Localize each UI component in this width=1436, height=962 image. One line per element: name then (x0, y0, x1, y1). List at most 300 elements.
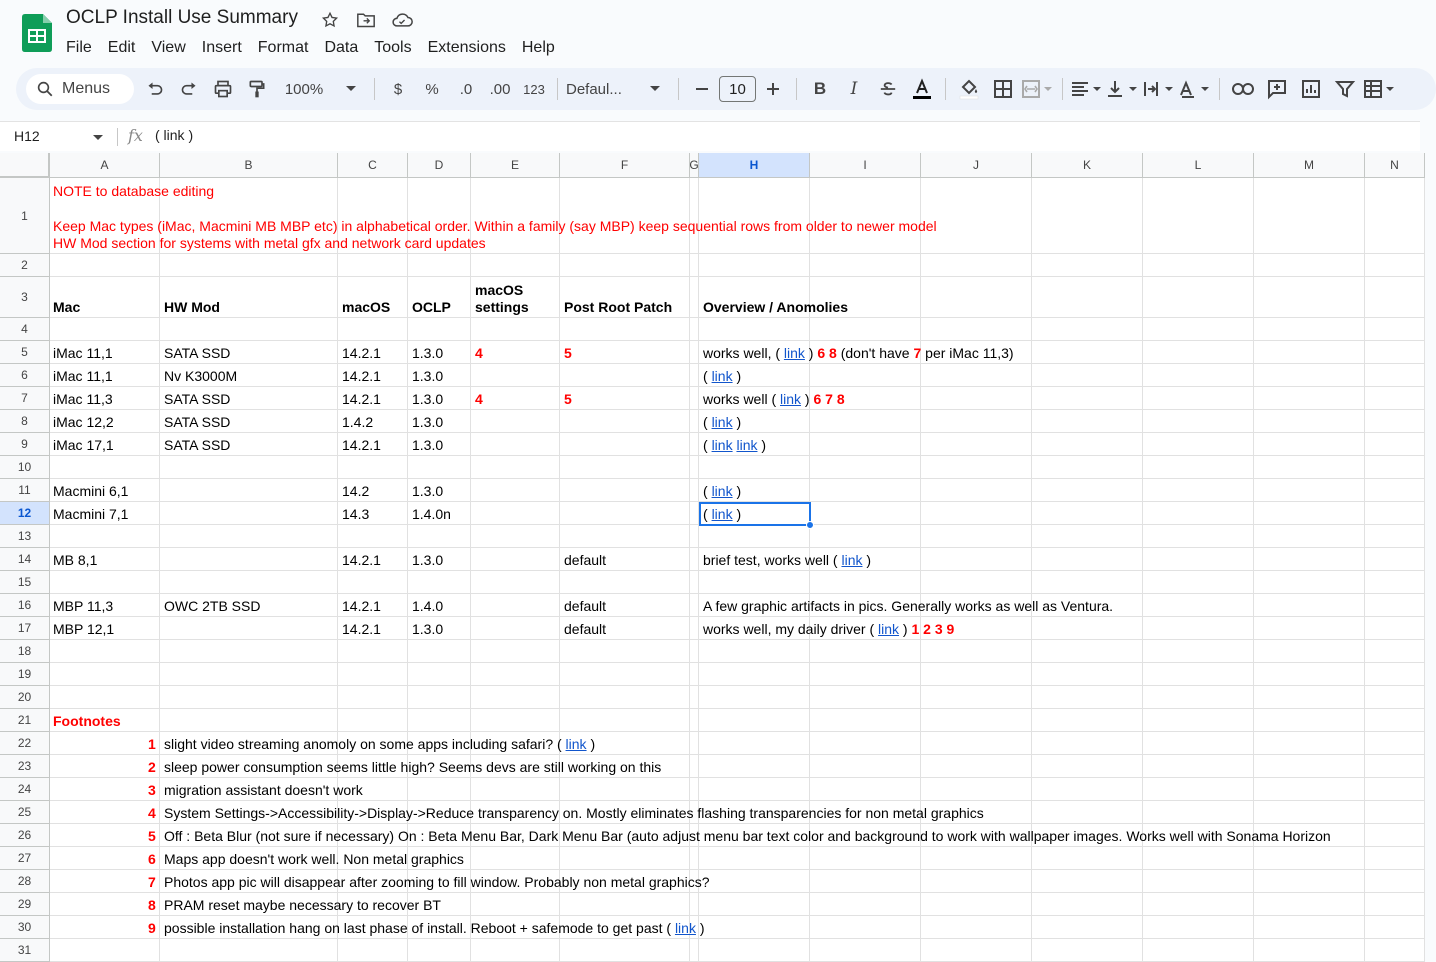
cell-h1[interactable] (699, 178, 810, 254)
cell-f21[interactable] (560, 709, 690, 732)
cell-j10[interactable] (921, 456, 1032, 479)
cell-b31[interactable] (160, 939, 338, 962)
cell-j12[interactable] (921, 502, 1032, 525)
row-header-3[interactable]: 3 (0, 277, 50, 318)
cell-a10[interactable] (50, 456, 160, 479)
cell-j23[interactable] (921, 755, 1032, 778)
cell-j24[interactable] (921, 778, 1032, 801)
cell-n21[interactable] (1365, 709, 1425, 732)
cell-b17[interactable] (160, 617, 338, 640)
increase-decimal-button[interactable] (485, 74, 515, 104)
cell-f24[interactable] (560, 778, 690, 801)
r14-link[interactable]: link (841, 552, 863, 568)
cell-a30[interactable] (50, 916, 160, 939)
cell-j6[interactable] (921, 364, 1032, 387)
cell-l22[interactable] (1143, 732, 1254, 755)
cell-n15[interactable] (1365, 571, 1425, 594)
cell-i12[interactable] (810, 502, 921, 525)
row-header-10[interactable]: 10 (0, 456, 50, 479)
cell-m15[interactable] (1254, 571, 1365, 594)
row-header-15[interactable]: 15 (0, 571, 50, 594)
row-header-30[interactable]: 30 (0, 916, 50, 939)
cell-k2[interactable] (1032, 254, 1143, 277)
row-header-18[interactable]: 18 (0, 640, 50, 663)
cell-g3[interactable] (690, 277, 699, 318)
cell-e16[interactable] (471, 594, 560, 617)
cell-d31[interactable] (408, 939, 471, 962)
cell-n19[interactable] (1365, 663, 1425, 686)
cell-c31[interactable] (338, 939, 408, 962)
cell-l24[interactable] (1143, 778, 1254, 801)
cell-h23[interactable] (699, 755, 810, 778)
cloud-status-icon[interactable] (390, 9, 414, 31)
select-all-corner[interactable] (0, 153, 50, 178)
cell-e31[interactable] (471, 939, 560, 962)
cell-h15[interactable] (699, 571, 810, 594)
menu-extensions[interactable]: Extensions (427, 39, 506, 56)
cell-f6[interactable] (560, 364, 690, 387)
r7-link[interactable]: link (780, 391, 802, 407)
cell-m31[interactable] (1254, 939, 1365, 962)
r11-link[interactable]: link (711, 483, 733, 499)
cell-i20[interactable] (810, 686, 921, 709)
font-dropdown-icon[interactable] (640, 74, 670, 104)
row-header-25[interactable]: 25 (0, 801, 50, 824)
cell-k5[interactable] (1032, 341, 1143, 364)
cell-a15[interactable] (50, 571, 160, 594)
row-header-16[interactable]: 16 (0, 594, 50, 617)
cell-n7[interactable] (1365, 387, 1425, 410)
row-header-20[interactable]: 20 (0, 686, 50, 709)
cell-d10[interactable] (408, 456, 471, 479)
cell-e12[interactable] (471, 502, 560, 525)
row-header-5[interactable]: 5 (0, 341, 50, 364)
cell-d21[interactable] (408, 709, 471, 732)
row-header-6[interactable]: 6 (0, 364, 50, 387)
column-header-k[interactable]: K (1032, 153, 1143, 178)
cell-i11[interactable] (810, 479, 921, 502)
cell-j20[interactable] (921, 686, 1032, 709)
cell-l23[interactable] (1143, 755, 1254, 778)
cell-j30[interactable] (921, 916, 1032, 939)
cell-e27[interactable] (471, 847, 560, 870)
cell-m17[interactable] (1254, 617, 1365, 640)
cell-d20[interactable] (408, 686, 471, 709)
decrease-font-size-icon[interactable] (687, 74, 717, 104)
row-header-19[interactable]: 19 (0, 663, 50, 686)
cell-h20[interactable] (699, 686, 810, 709)
r5-link[interactable]: link (783, 345, 805, 361)
cell-g13[interactable] (690, 525, 699, 548)
cell-j4[interactable] (921, 318, 1032, 341)
cell-n6[interactable] (1365, 364, 1425, 387)
cell-e17[interactable] (471, 617, 560, 640)
cell-b14[interactable] (160, 548, 338, 571)
cell-k14[interactable] (1032, 548, 1143, 571)
cell-d18[interactable] (408, 640, 471, 663)
cell-l19[interactable] (1143, 663, 1254, 686)
cell-j9[interactable] (921, 433, 1032, 456)
filter-icon[interactable] (1330, 74, 1360, 104)
cell-l25[interactable] (1143, 801, 1254, 824)
font-select[interactable] (566, 74, 636, 104)
column-header-h[interactable]: H (699, 153, 810, 178)
cell-f10[interactable] (560, 456, 690, 479)
cell-n9[interactable] (1365, 433, 1425, 456)
cell-h13[interactable] (699, 525, 810, 548)
cell-b20[interactable] (160, 686, 338, 709)
cell-h24[interactable] (699, 778, 810, 801)
cell-a27[interactable] (50, 847, 160, 870)
cell-l9[interactable] (1143, 433, 1254, 456)
decrease-decimal-button[interactable] (451, 74, 481, 104)
column-header-i[interactable]: I (810, 153, 921, 178)
cell-h18[interactable] (699, 640, 810, 663)
cell-i1[interactable] (810, 178, 921, 254)
cell-k11[interactable] (1032, 479, 1143, 502)
cell-l27[interactable] (1143, 847, 1254, 870)
cell-n20[interactable] (1365, 686, 1425, 709)
cell-n29[interactable] (1365, 893, 1425, 916)
cell-g24[interactable] (690, 778, 699, 801)
cell-g22[interactable] (690, 732, 699, 755)
cell-e9[interactable] (471, 433, 560, 456)
footnote-9-link[interactable]: link (674, 920, 696, 936)
cell-i6[interactable] (810, 364, 921, 387)
cell-a28[interactable] (50, 870, 160, 893)
cell-l17[interactable] (1143, 617, 1254, 640)
cell-d13[interactable] (408, 525, 471, 548)
cell-l15[interactable] (1143, 571, 1254, 594)
cell-n24[interactable] (1365, 778, 1425, 801)
cell-l4[interactable] (1143, 318, 1254, 341)
cell-g9[interactable] (690, 433, 699, 456)
cell-g8[interactable] (690, 410, 699, 433)
r8-link[interactable]: link (711, 414, 733, 430)
cell-g23[interactable] (690, 755, 699, 778)
paint-format-icon[interactable] (242, 74, 272, 104)
cell-k27[interactable] (1032, 847, 1143, 870)
row-header-12[interactable]: 12 (0, 502, 50, 525)
cell-k28[interactable] (1032, 870, 1143, 893)
column-header-c[interactable]: C (338, 153, 408, 178)
menu-file[interactable]: File (66, 39, 92, 56)
cell-e19[interactable] (471, 663, 560, 686)
cell-f1[interactable] (560, 178, 690, 254)
cell-l3[interactable] (1143, 277, 1254, 318)
menu-view[interactable]: View (151, 39, 186, 56)
cell-h31[interactable] (699, 939, 810, 962)
currency-format-button[interactable] (383, 74, 413, 104)
cell-f5[interactable] (560, 341, 690, 364)
cell-j1[interactable] (921, 178, 1032, 254)
cell-i2[interactable] (810, 254, 921, 277)
cell-e2[interactable] (471, 254, 560, 277)
cell-h28[interactable] (699, 870, 810, 893)
row-header-1[interactable]: 1 (0, 178, 50, 254)
cell-l28[interactable] (1143, 870, 1254, 893)
cell-i9[interactable] (810, 433, 921, 456)
cell-l30[interactable] (1143, 916, 1254, 939)
cell-h29[interactable] (699, 893, 810, 916)
formula-input[interactable]: ( link ) (155, 127, 194, 143)
document-title[interactable]: OCLP Install Use Summary (66, 7, 298, 28)
cell-a31[interactable] (50, 939, 160, 962)
cell-n18[interactable] (1365, 640, 1425, 663)
cell-j18[interactable] (921, 640, 1032, 663)
cell-m18[interactable] (1254, 640, 1365, 663)
cell-m22[interactable] (1254, 732, 1365, 755)
menus-search[interactable] (26, 74, 134, 104)
cell-c15[interactable] (338, 571, 408, 594)
cell-f4[interactable] (560, 318, 690, 341)
cell-i31[interactable] (810, 939, 921, 962)
cell-n25[interactable] (1365, 801, 1425, 824)
cell-i29[interactable] (810, 893, 921, 916)
cell-e5[interactable] (471, 341, 560, 364)
cell-k7[interactable] (1032, 387, 1143, 410)
cell-j14[interactable] (921, 548, 1032, 571)
cell-k20[interactable] (1032, 686, 1143, 709)
column-header-m[interactable]: M (1254, 153, 1365, 178)
cell-e14[interactable] (471, 548, 560, 571)
cell-b2[interactable] (160, 254, 338, 277)
cell-b13[interactable] (160, 525, 338, 548)
cell-j21[interactable] (921, 709, 1032, 732)
cell-k24[interactable] (1032, 778, 1143, 801)
cell-f11[interactable] (560, 479, 690, 502)
cell-g27[interactable] (690, 847, 699, 870)
cell-b12[interactable] (160, 502, 338, 525)
cell-h30[interactable] (699, 916, 810, 939)
cell-i19[interactable] (810, 663, 921, 686)
redo-icon[interactable] (174, 74, 204, 104)
cell-i21[interactable] (810, 709, 921, 732)
cell-c4[interactable] (338, 318, 408, 341)
cell-k13[interactable] (1032, 525, 1143, 548)
cell-j13[interactable] (921, 525, 1032, 548)
cell-d15[interactable] (408, 571, 471, 594)
cell-j3[interactable] (921, 277, 1032, 318)
cell-n13[interactable] (1365, 525, 1425, 548)
row-header-11[interactable]: 11 (0, 479, 50, 502)
cell-e29[interactable] (471, 893, 560, 916)
cell-g1[interactable] (690, 178, 699, 254)
cell-b18[interactable] (160, 640, 338, 663)
cell-n30[interactable] (1365, 916, 1425, 939)
cell-b10[interactable] (160, 456, 338, 479)
more-formats-button[interactable] (519, 74, 549, 104)
footnote-1-link[interactable]: link (565, 736, 587, 752)
column-header-j[interactable]: J (921, 153, 1032, 178)
cell-k22[interactable] (1032, 732, 1143, 755)
cell-g19[interactable] (690, 663, 699, 686)
cell-j19[interactable] (921, 663, 1032, 686)
cell-k6[interactable] (1032, 364, 1143, 387)
row-header-28[interactable]: 28 (0, 870, 50, 893)
cell-k8[interactable] (1032, 410, 1143, 433)
cell-h27[interactable] (699, 847, 810, 870)
insert-comment-icon[interactable] (1262, 74, 1292, 104)
cell-f2[interactable] (560, 254, 690, 277)
row-header-26[interactable]: 26 (0, 824, 50, 847)
borders-icon[interactable] (988, 74, 1018, 104)
cell-h19[interactable] (699, 663, 810, 686)
cell-e18[interactable] (471, 640, 560, 663)
cell-m14[interactable] (1254, 548, 1365, 571)
cell-h10[interactable] (699, 456, 810, 479)
row-header-31[interactable]: 31 (0, 939, 50, 962)
fill-color-icon[interactable] (954, 74, 984, 104)
cell-b19[interactable] (160, 663, 338, 686)
insert-link-icon[interactable] (1228, 74, 1258, 104)
cell-a25[interactable] (50, 801, 160, 824)
row-header-27[interactable]: 27 (0, 847, 50, 870)
cell-l12[interactable] (1143, 502, 1254, 525)
cell-i10[interactable] (810, 456, 921, 479)
cell-e11[interactable] (471, 479, 560, 502)
cell-k18[interactable] (1032, 640, 1143, 663)
table-view-icon[interactable] (1364, 74, 1396, 104)
cell-c18[interactable] (338, 640, 408, 663)
cell-g15[interactable] (690, 571, 699, 594)
cell-m4[interactable] (1254, 318, 1365, 341)
cell-d24[interactable] (408, 778, 471, 801)
cell-c19[interactable] (338, 663, 408, 686)
cell-l10[interactable] (1143, 456, 1254, 479)
cell-e21[interactable] (471, 709, 560, 732)
cell-g7[interactable] (690, 387, 699, 410)
cell-g5[interactable] (690, 341, 699, 364)
row-header-17[interactable]: 17 (0, 617, 50, 640)
cell-m25[interactable] (1254, 801, 1365, 824)
cell-l18[interactable] (1143, 640, 1254, 663)
cell-k19[interactable] (1032, 663, 1143, 686)
cell-m16[interactable] (1254, 594, 1365, 617)
cell-e4[interactable] (471, 318, 560, 341)
cell-l31[interactable] (1143, 939, 1254, 962)
cell-f7[interactable] (560, 387, 690, 410)
cell-e24[interactable] (471, 778, 560, 801)
cell-n27[interactable] (1365, 847, 1425, 870)
cell-f15[interactable] (560, 571, 690, 594)
cell-l1[interactable] (1143, 178, 1254, 254)
cell-h21[interactable] (699, 709, 810, 732)
cell-e13[interactable] (471, 525, 560, 548)
cell-i8[interactable] (810, 410, 921, 433)
bold-icon[interactable]: B (813, 79, 827, 98)
cell-j15[interactable] (921, 571, 1032, 594)
cell-b21[interactable] (160, 709, 338, 732)
italic-icon[interactable]: I (850, 79, 858, 99)
cell-n31[interactable] (1365, 939, 1425, 962)
row-header-24[interactable]: 24 (0, 778, 50, 801)
cell-n8[interactable] (1365, 410, 1425, 433)
cell-j27[interactable] (921, 847, 1032, 870)
cell-n17[interactable] (1365, 617, 1425, 640)
column-header-b[interactable]: B (160, 153, 338, 178)
r6-link[interactable]: link (711, 368, 733, 384)
cell-k3[interactable] (1032, 277, 1143, 318)
cell-b4[interactable] (160, 318, 338, 341)
cell-n11[interactable] (1365, 479, 1425, 502)
cell-n10[interactable] (1365, 456, 1425, 479)
cell-l14[interactable] (1143, 548, 1254, 571)
cell-f20[interactable] (560, 686, 690, 709)
insert-chart-icon[interactable] (1296, 74, 1326, 104)
cell-k21[interactable] (1032, 709, 1143, 732)
cell-m30[interactable] (1254, 916, 1365, 939)
percent-format-button[interactable] (417, 74, 447, 104)
r9-link-2[interactable]: link (736, 437, 758, 453)
cell-l21[interactable] (1143, 709, 1254, 732)
column-header-a[interactable]: A (50, 153, 160, 178)
cell-g31[interactable] (690, 939, 699, 962)
cell-k25[interactable] (1032, 801, 1143, 824)
cell-a23[interactable] (50, 755, 160, 778)
cell-n4[interactable] (1365, 318, 1425, 341)
cell-m21[interactable] (1254, 709, 1365, 732)
r12-link[interactable]: link (711, 506, 733, 522)
cell-f13[interactable] (560, 525, 690, 548)
cell-n28[interactable] (1365, 870, 1425, 893)
cell-b15[interactable] (160, 571, 338, 594)
cell-f19[interactable] (560, 663, 690, 686)
row-header-4[interactable]: 4 (0, 318, 50, 341)
cell-a26[interactable] (50, 824, 160, 847)
row-header-22[interactable]: 22 (0, 732, 50, 755)
increase-font-size-icon[interactable] (758, 74, 788, 104)
cell-m6[interactable] (1254, 364, 1365, 387)
cell-l13[interactable] (1143, 525, 1254, 548)
cell-l20[interactable] (1143, 686, 1254, 709)
cell-k1[interactable] (1032, 178, 1143, 254)
cell-m20[interactable] (1254, 686, 1365, 709)
cell-m3[interactable] (1254, 277, 1365, 318)
menu-insert[interactable]: Insert (201, 39, 242, 56)
cell-m5[interactable] (1254, 341, 1365, 364)
column-header-n[interactable]: N (1365, 153, 1425, 178)
cell-m8[interactable] (1254, 410, 1365, 433)
cell-l5[interactable] (1143, 341, 1254, 364)
merge-cells-icon[interactable] (1022, 74, 1054, 104)
cell-c20[interactable] (338, 686, 408, 709)
cell-g16[interactable] (690, 594, 699, 617)
name-box-dropdown-icon[interactable] (92, 134, 104, 142)
cell-m1[interactable] (1254, 178, 1365, 254)
fill-handle[interactable] (806, 521, 814, 529)
cell-i13[interactable] (810, 525, 921, 548)
menu-help[interactable]: Help (521, 39, 555, 56)
cell-n16[interactable] (1365, 594, 1425, 617)
print-icon[interactable] (208, 74, 238, 104)
move-folder-icon[interactable] (354, 9, 378, 31)
cell-f12[interactable] (560, 502, 690, 525)
name-box[interactable]: H12 (14, 128, 40, 144)
cell-m27[interactable] (1254, 847, 1365, 870)
cell-j7[interactable] (921, 387, 1032, 410)
cell-g14[interactable] (690, 548, 699, 571)
cell-l7[interactable] (1143, 387, 1254, 410)
column-header-f[interactable]: F (560, 153, 690, 178)
cell-d2[interactable] (408, 254, 471, 277)
cell-g12[interactable] (690, 502, 699, 525)
cell-e6[interactable] (471, 364, 560, 387)
cell-k12[interactable] (1032, 502, 1143, 525)
cell-h2[interactable] (699, 254, 810, 277)
cell-n12[interactable] (1365, 502, 1425, 525)
cell-k17[interactable] (1032, 617, 1143, 640)
